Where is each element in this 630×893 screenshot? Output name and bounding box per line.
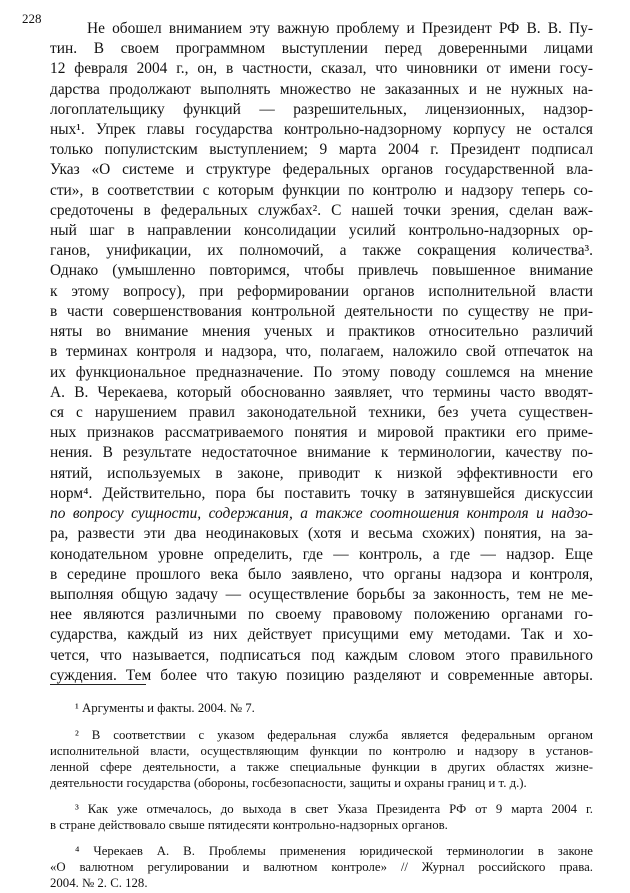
body-line: нятий, используемых в законе, приводит к низкой эффективности его — [50, 465, 593, 482]
footnote-line: ² В соответствии с указом федеральная служба является федеральным органом — [75, 728, 593, 742]
body-line: в середине прошлого века было заявлено, что органы надзора и контроля, — [50, 566, 593, 583]
footnote-line: ¹ Аргументы и факты. 2004. № 7. — [75, 701, 255, 715]
footnote-line: «О валютном регулировании и валютном контроле» // Журнал российского права. — [50, 860, 593, 874]
body-line: конодательном уровне определить, где — контроль, а где — надзор. Еще — [50, 546, 593, 563]
body-line: только популистским выступлением; 9 марта 2004 г. Президент подписал — [50, 141, 593, 158]
body-line: сударства, каждый из них действует присущими ему методами. Так и хо- — [50, 626, 593, 643]
body-line: няты во внимание мнения ученых и практиков относительно различий — [50, 323, 593, 340]
body-line: логоплательщику функций — разрешительных, лицензионных, надзор- — [50, 101, 593, 118]
body-line: А. В. Черекаева, который обоснованно заявляет, что термины часто вводят- — [50, 384, 593, 401]
body-line: выполняя общую задачу — осуществление борьбы за законность, тем не ме- — [50, 586, 593, 603]
body-line: в части совершенствования контрольной деятельности по существу не при- — [50, 303, 593, 320]
body-line: сти», в соответствии с которым функции по контролю и надзору теперь со- — [50, 182, 593, 199]
body-line: чется, что называется, подписаться под каждым словом этого правильного — [50, 647, 593, 664]
footnote-line: 2004. № 2. С. 128. — [50, 876, 148, 890]
body-line: дарства продолжают выполнять множество не заказанных и не нужных на- — [50, 81, 593, 98]
footnote-separator — [50, 684, 146, 685]
footnote-line: ³ Как уже отмечалось, до выхода в свет Указа Президента РФ от 9 марта 2004 г. — [75, 802, 593, 816]
body-line: Не обошел вниманием эту важную проблему и Президент РФ В. В. Пу- — [87, 20, 593, 37]
body-line: Указ «О системе и структуре федеральных органов государственной вла- — [50, 161, 593, 178]
body-line: тин. В своем программном выступлении перед доверенными лицами — [50, 40, 593, 57]
page-number: 228 — [22, 11, 42, 26]
body-line: их функциональное предназначение. По этому поводу сошлемся на мнение — [50, 364, 593, 381]
body-line: суждения. Тем более что такую позицию разделяют и современные авторы. — [50, 667, 593, 684]
body-line: 12 февраля 2004 г., он, в частности, сказал, что чиновники от имени госу- — [50, 60, 593, 77]
body-line: ный шаг в направлении консолидации усилий контрольно-надзорных ор- — [50, 222, 593, 239]
footnote-line: исполнительной власти, осуществляющим функции по контролю и надзору в установ- — [50, 744, 593, 758]
body-line: средоточены в федеральных службах². С нашей точки зрения, сделан важ- — [50, 202, 593, 219]
body-line: нения. В результате недостаточное внимание к терминологии, качеству по- — [50, 444, 593, 461]
footnote-line: ⁴ Черекаев А. В. Проблемы применения юридической терминологии в законе — [75, 844, 593, 858]
body-line: ных¹. Упрек главы государства контрольно-надзорному корпусу не остался — [50, 121, 593, 138]
footnote-line: в стране действовало свыше пятидесяти контрольно-надзорных органов. — [50, 818, 448, 832]
body-line: Однако (умышленно повторимся, чтобы привлечь повышенное внимание — [50, 262, 593, 279]
body-line: по вопросу сущности, содержания, а также соотношения контроля и надзо- — [50, 505, 593, 522]
footnote-line: ленной сфере деятельности, а также специальные функции в других областях жизне- — [50, 760, 593, 774]
body-line: нее являются различными по своему правовому положению органами го- — [50, 606, 593, 623]
body-line: ных признаков рассматриваемого понятия и мировой практики его приме- — [50, 424, 593, 441]
body-line: ра, развести эти два неодинаковых (хотя и весьма схожих) понятия, на за- — [50, 525, 593, 542]
body-line: к этому вопросу), при реформировании органов исполнительной власти — [50, 283, 593, 300]
footnote-line: деятельности государства (обороны, госбезопасности, защиты и охраны границ и т. д.). — [50, 776, 527, 790]
body-line: норм⁴. Действительно, пора бы поставить точку в затянувшейся дискуссии — [50, 485, 593, 502]
body-line: ганов, унификации, их полномочий, а также сокращения количества³. — [50, 242, 593, 259]
body-line: в терминах контроля и надзора, что, полагаем, наложило свой отпечаток на — [50, 343, 593, 360]
body-line: ся с нарушением правил законодательной техники, без учета существен- — [50, 404, 593, 421]
